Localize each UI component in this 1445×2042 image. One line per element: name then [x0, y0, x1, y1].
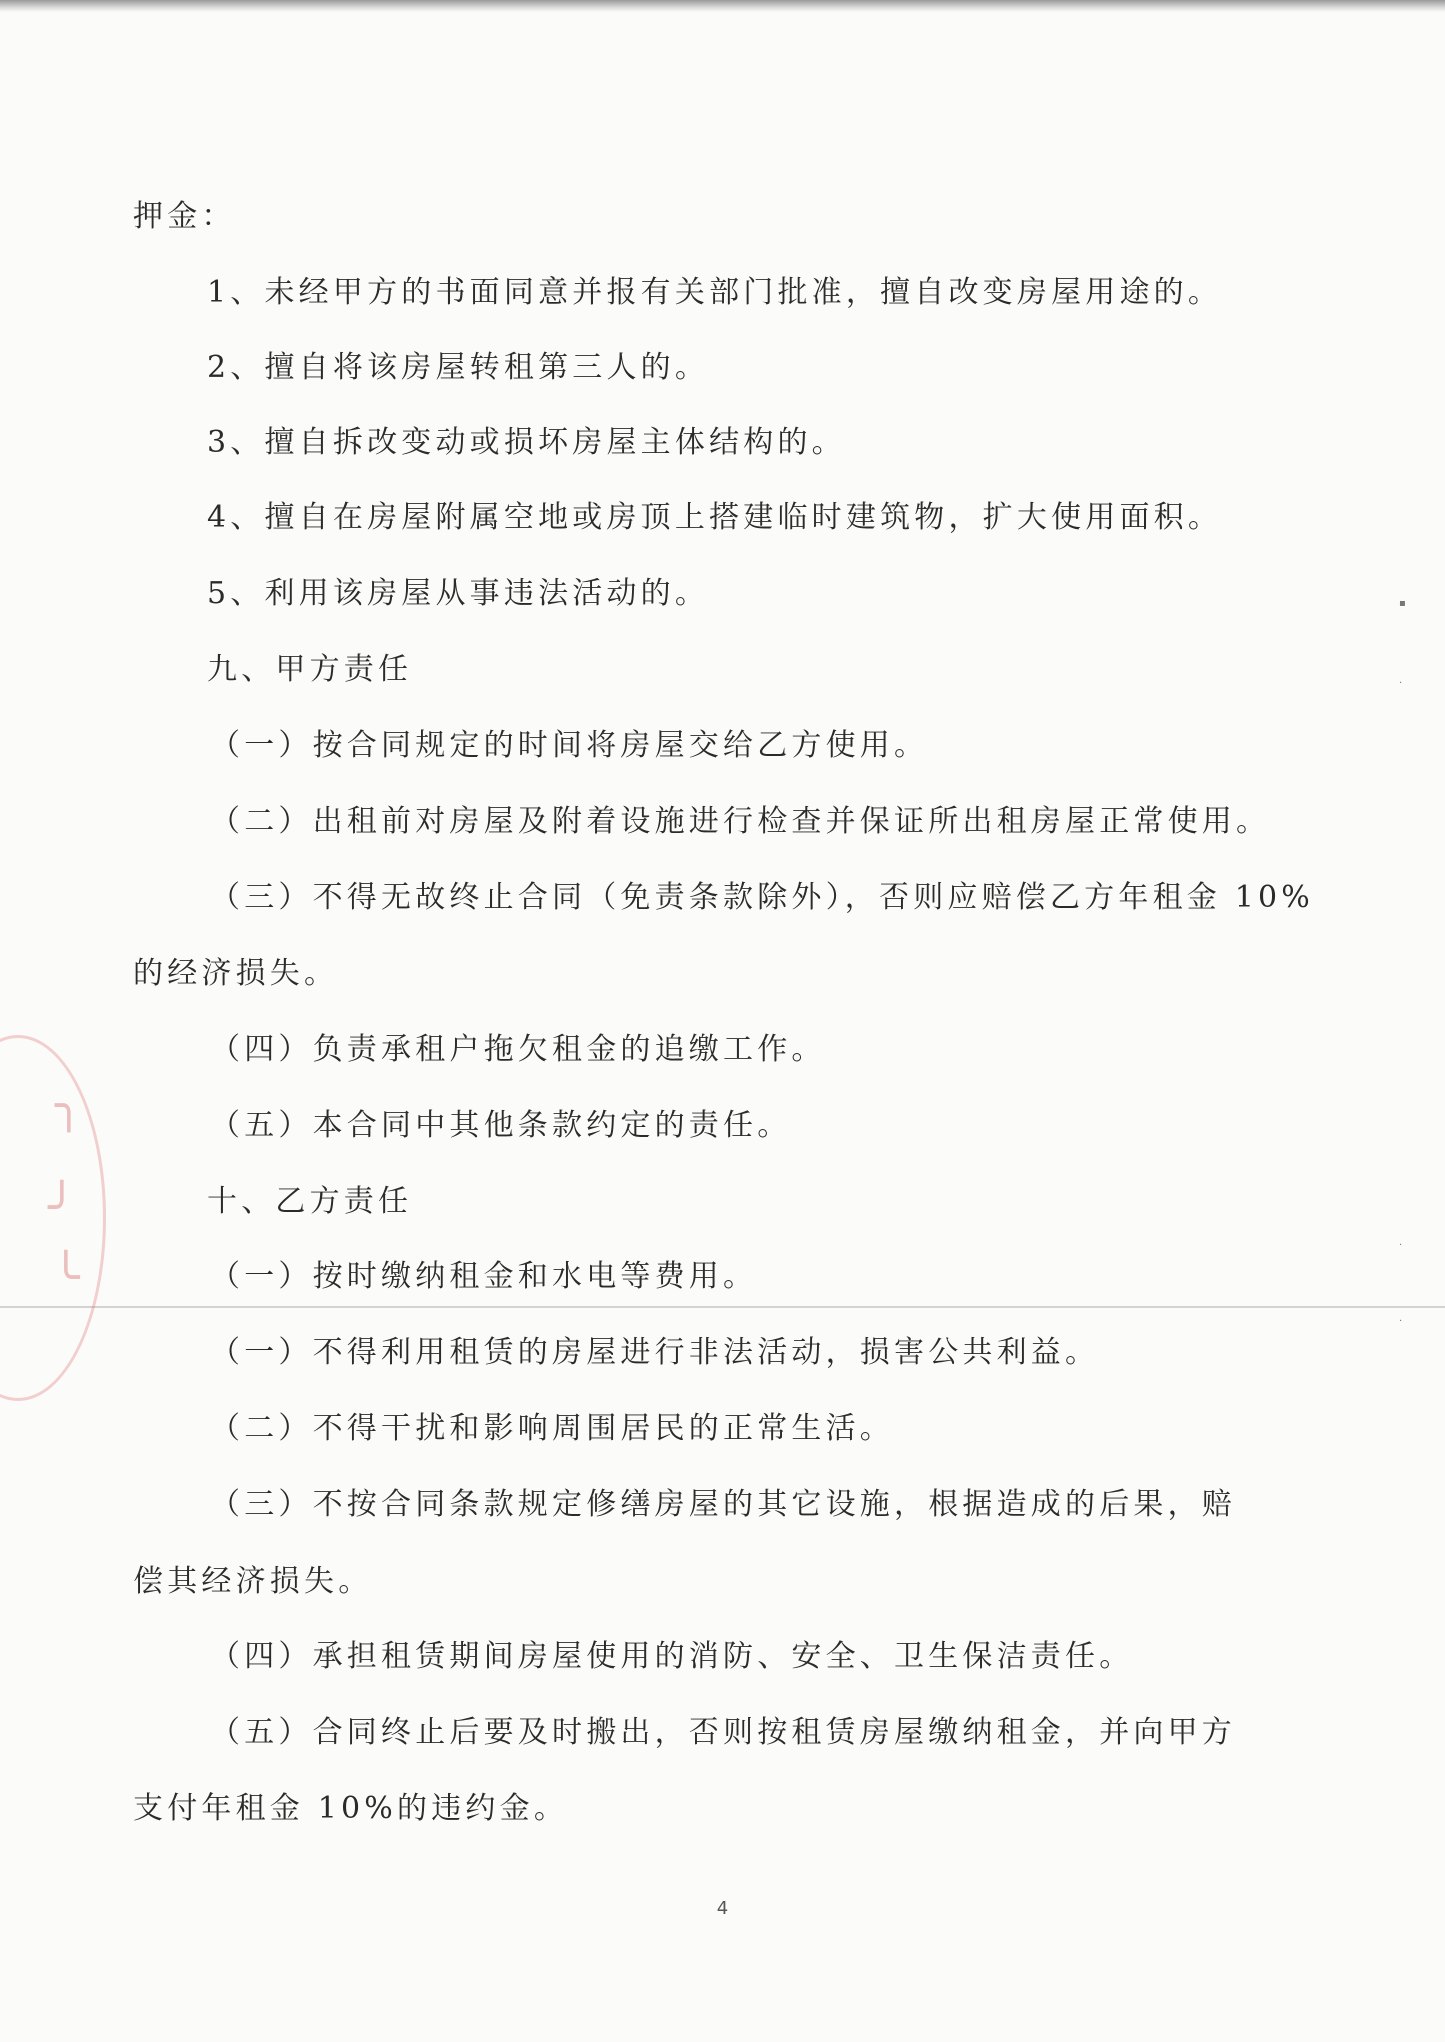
section-heading-party-b: 十、乙方责任 — [207, 1184, 413, 1219]
text-line-party-b-1: （一）按时缴纳租金和水电等费用。 — [210, 1259, 758, 1294]
text-line-deposit: 押金： — [133, 199, 236, 234]
scan-speck: · — [1399, 1316, 1403, 1327]
text-line-item-5: 5、利用该房屋从事违法活动的。 — [207, 576, 710, 611]
text-line-party-a-3: （三）不得无故终止合同（免责条款除外），否则应赔偿乙方年租金 10% — [210, 880, 1315, 915]
scan-speck: ▪ — [1399, 598, 1406, 609]
seal-mark: ╮ — [55, 1078, 83, 1132]
text-line-item-1: 1、未经甲方的书面同意并报有关部门批准，擅自改变房屋用途的。 — [207, 275, 1223, 310]
seal-mark: ╯ — [48, 1180, 76, 1234]
text-line-party-b-3: （二）不得干扰和影响周围居民的正常生活。 — [210, 1411, 894, 1446]
text-line-item-2: 2、擅自将该房屋转租第三人的。 — [207, 350, 710, 385]
text-line-party-a-5: （五）本合同中其他条款约定的责任。 — [210, 1108, 792, 1143]
text-line-party-b-6-cont: 支付年租金 10%的违约金。 — [133, 1791, 569, 1826]
text-line-party-b-2: （一）不得利用租赁的房屋进行非法活动，损害公共利益。 — [210, 1335, 1100, 1370]
section-heading-party-a: 九、甲方责任 — [207, 652, 413, 687]
scan-speck: · — [1399, 1240, 1403, 1251]
seal-mark: ╰ — [52, 1250, 80, 1304]
text-line-item-3: 3、擅自拆改变动或损坏房屋主体结构的。 — [207, 425, 846, 460]
text-line-party-b-5: （四）承担租赁期间房屋使用的消防、安全、卫生保洁责任。 — [210, 1639, 1134, 1674]
page-number: 4 — [716, 1898, 729, 1919]
paper-fold-line — [0, 1306, 1445, 1308]
scan-top-edge — [0, 0, 1445, 12]
text-line-party-a-2: （二）出租前对房屋及附着设施进行检查并保证所出租房屋正常使用。 — [210, 804, 1271, 839]
text-line-party-a-4: （四）负责承租户拖欠租金的追缴工作。 — [210, 1032, 826, 1067]
text-line-item-4: 4、擅自在房屋附属空地或房顶上搭建临时建筑物，扩大使用面积。 — [207, 500, 1223, 535]
text-line-party-b-6: （五）合同终止后要及时搬出，否则按租赁房屋缴纳租金，并向甲方 — [210, 1715, 1236, 1750]
text-line-party-a-3-cont: 的经济损失。 — [133, 956, 339, 991]
text-line-party-b-4-cont: 偿其经济损失。 — [133, 1564, 373, 1599]
scan-speck: · — [1399, 678, 1403, 689]
text-line-party-a-1: （一）按合同规定的时间将房屋交给乙方使用。 — [210, 728, 929, 763]
text-line-party-b-4: （三）不按合同条款规定修缮房屋的其它设施，根据造成的后果，赔 — [210, 1487, 1236, 1522]
